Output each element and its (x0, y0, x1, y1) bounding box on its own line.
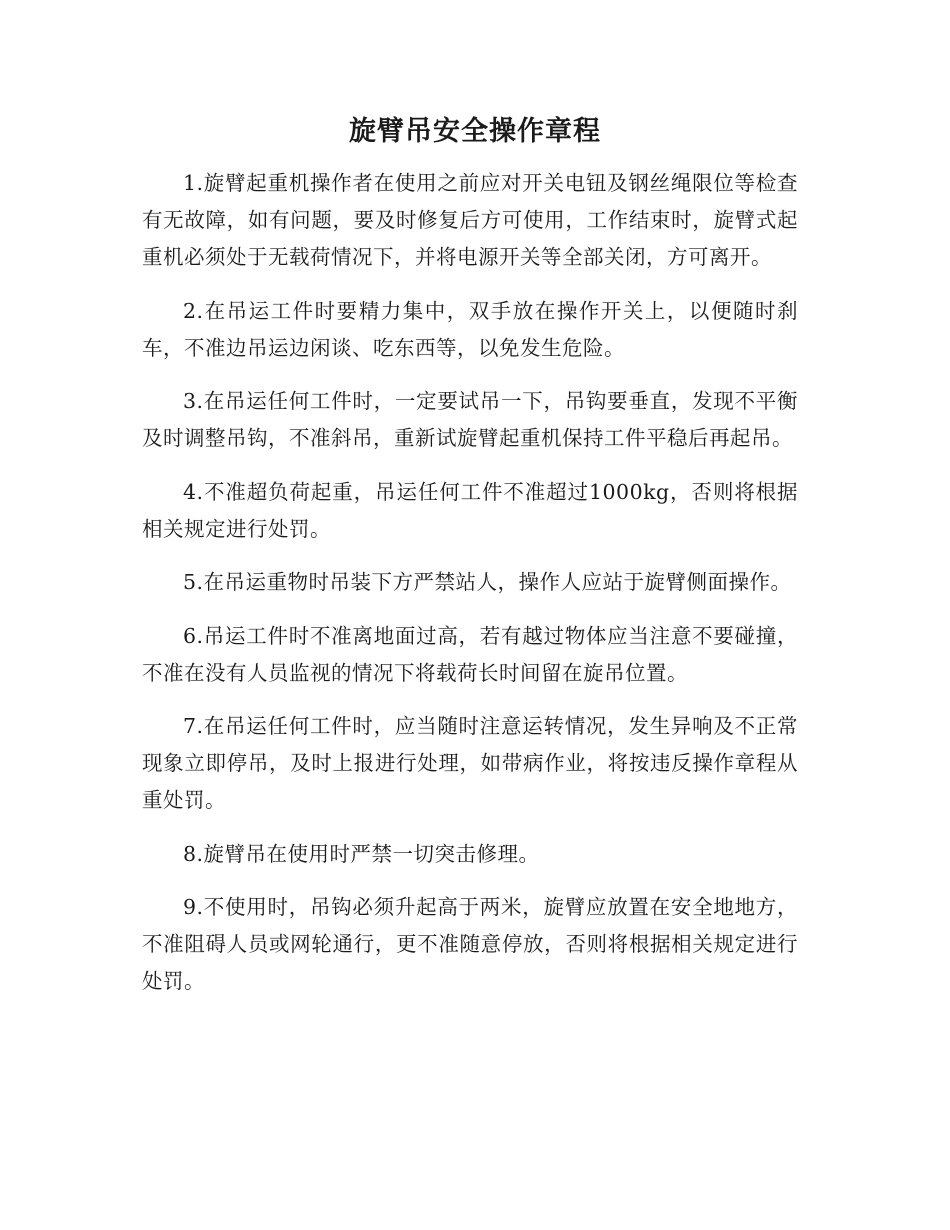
rule-paragraph-3: 3.在吊运任何工件时，一定要试吊一下，吊钩要垂直，发现不平衡及时调整吊钩，不准斜吊，重新试旋臂起重机保持工件平稳后再起吊。 (142, 389, 798, 450)
rule-paragraph-1: 1.旋臂起重机操作者在使用之前应对开关电钮及钢丝绳限位等检查有无故障，如有问题，要及时修复后方可使用，工作结束时，旋臂式起重机必须处于无载荷情况下，并将电源开关等全部关闭，方可离开。 (142, 171, 798, 269)
rule-paragraph-2: 2.在吊运工件时要精力集中，双手放在操作开关上，以便随时刹车，不准边吊运边闲谈、吃东西等，以免发生危险。 (142, 298, 798, 360)
rule-paragraph-4: 4.不准超负荷起重，吊运任何工件不准超过1000kg，否则将根据相关规定进行处罚。 (142, 479, 798, 541)
rule-paragraph-5: 5.在吊运重物时吊装下方严禁站人，操作人应站于旋臂侧面操作。 (183, 570, 792, 594)
rule-paragraph-9: 9.不使用时，吊钩必须升起高于两米，旋臂应放置在安全地地方，不准阻碍人员或网轮通行，更不准随意停放，否则将根据相关规定进行处罚。 (142, 895, 798, 993)
rule-paragraph-8: 8.旋臂吊在使用时严禁一切突击修理。 (183, 841, 540, 866)
document-body (142, 165, 798, 1017)
document-title: 旋臂吊安全操作章程 (349, 116, 601, 147)
rule-paragraph-6: 6.吊运工件时不准离地面过高，若有越过物体应当注意不要碰撞，不准在没有人员监视的情况下将载荷长时间留在旋吊位置。 (142, 623, 798, 685)
rule-paragraph-7: 7.在吊运任何工件时，应当随时注意运转情况，发生异响及不正常现象立即停吊，及时上报进行处理，如带病作业，将按违反操作章程从重处罚。 (142, 714, 798, 812)
